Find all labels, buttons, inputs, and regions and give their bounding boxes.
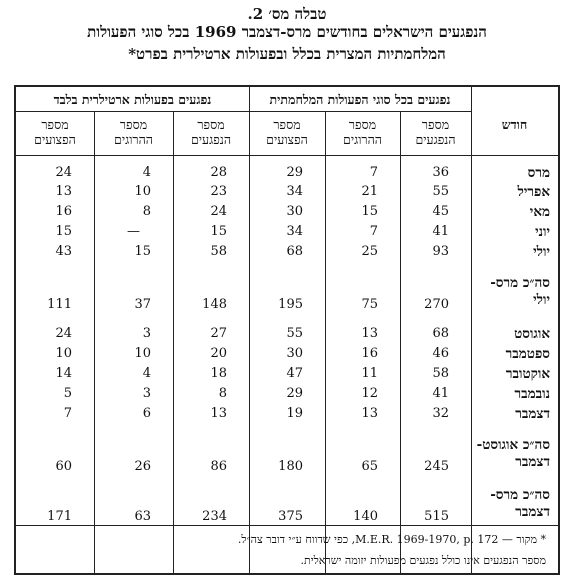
table-cell-value: 34 [286, 224, 303, 239]
month-column-header: חודש [501, 117, 528, 132]
column-rule [400, 111, 401, 573]
table-cell-value: — [127, 224, 140, 239]
table-cell-value: 36 [432, 165, 449, 180]
column-rule [173, 111, 174, 573]
table-cell-value: 27 [210, 326, 227, 341]
table-cell-value: 15 [55, 224, 72, 239]
month-column-rule [471, 87, 472, 573]
table-cell-value: 8 [218, 386, 227, 401]
table-cell-value: 375 [278, 509, 303, 524]
column-header [173, 117, 249, 147]
month-label-line: דצמבר [515, 454, 550, 470]
table-row-month [475, 275, 550, 309]
table-cell-value: 15 [134, 244, 151, 259]
table-row-month [475, 386, 550, 403]
table-cell-value: 86 [210, 459, 227, 474]
table-cell-value: 60 [55, 459, 72, 474]
table-cell-value: 58 [210, 244, 227, 259]
table-row-month [475, 326, 550, 343]
column-header [325, 117, 400, 147]
table-cell-value: 30 [286, 204, 303, 219]
table-title-line-2: המלחמתיות המצרית בכלל ובפעולות ארטילרית בפרט* [128, 45, 446, 63]
table-cell-value: 13 [210, 406, 227, 421]
table-cell-value: 245 [424, 459, 449, 474]
table-cell-value: 34 [286, 184, 303, 199]
table-cell-value: 75 [361, 297, 378, 312]
table-row-month [475, 224, 550, 241]
table-cell-value: 140 [353, 509, 378, 524]
table-cell-value: 25 [361, 244, 378, 259]
table-cell-value: 111 [47, 297, 72, 312]
table-cell-value: 4 [142, 165, 151, 180]
month-label-line: מרס [527, 165, 550, 181]
table-cell-value: 13 [55, 184, 72, 199]
column-header-line: מספר [421, 117, 450, 132]
table-cell-value: 58 [432, 366, 449, 381]
table-cell-value: 13 [361, 326, 378, 341]
table-cell-value: 195 [278, 297, 303, 312]
month-label-line: סה״כ אוגוסט- [476, 437, 550, 453]
table-cell-value: 24 [210, 204, 227, 219]
table-cell-value: 3 [142, 386, 151, 401]
group-header-artillery: נפגעים בפעולות ארטילרית בלבד [53, 92, 212, 107]
column-header-line: הנפגעים [415, 132, 456, 147]
column-header-line: מספר [273, 117, 301, 132]
table-cell-value: 515 [424, 509, 449, 524]
table-cell-value: 29 [286, 165, 303, 180]
table-cell-value: 41 [432, 224, 449, 239]
table-cell-value: 6 [142, 406, 151, 421]
column-header-line: מספר [197, 117, 225, 132]
month-label-line: מאי [529, 204, 550, 220]
table-row-month [475, 204, 550, 221]
column-header-line: ההרוגים [114, 132, 153, 147]
table-row-month [475, 487, 550, 521]
table-cell-value: 24 [55, 326, 72, 341]
table-cell-value: 180 [278, 459, 303, 474]
table-row-month [475, 244, 550, 261]
table-cell-value: 30 [286, 346, 303, 361]
table-cell-value: 5 [63, 386, 72, 401]
table-cell-value: 93 [432, 244, 449, 259]
table-cell-value: 47 [286, 366, 303, 381]
column-header-line: מספר [41, 117, 69, 132]
table-cell-value: 63 [134, 509, 151, 524]
table-cell-value: 16 [55, 204, 72, 219]
month-label-line: סה״כ מרס- [490, 487, 550, 503]
column-header [16, 117, 94, 147]
table-cell-value: 43 [55, 244, 72, 259]
column-header-line: הפצועים [266, 132, 308, 147]
table-cell-value: 37 [134, 297, 151, 312]
column-rule [325, 111, 326, 573]
group-header-all-operations: נפגעים בכל סוגי הפעולות המלחמתית [269, 92, 451, 107]
table-cell-value: 3 [142, 326, 151, 341]
column-header [400, 117, 471, 147]
table-cell-value: 13 [361, 406, 378, 421]
month-label-line: סה״כ מרס- [490, 275, 550, 291]
table-cell-value: 45 [432, 204, 449, 219]
month-label-line: יולי [533, 244, 550, 260]
table-cell-value: 68 [432, 326, 449, 341]
column-header-line: מספר [348, 117, 377, 132]
table-cell-value: 10 [55, 346, 72, 361]
column-header-line: הנפגעים [190, 132, 232, 147]
table-cell-value: 18 [210, 366, 227, 381]
table-cell-value: 55 [286, 326, 303, 341]
group-header-rule [16, 111, 471, 112]
table-cell-value: 10 [134, 346, 151, 361]
footnote-source: * מקור — M.E.R. 1969-1970, p. 172, כפי שדווח ע״י דובר צה״ל. [237, 533, 546, 546]
table-cell-value: 24 [55, 165, 72, 180]
month-label-line: דצמבר [515, 504, 550, 520]
table-row-month [475, 406, 550, 423]
table-row-month [475, 165, 550, 182]
table-cell-value: 171 [47, 509, 72, 524]
table-cell-value: 23 [210, 184, 227, 199]
month-label-line: יולי [533, 292, 550, 308]
table-cell-value: 11 [361, 366, 378, 381]
header-rule [16, 155, 558, 156]
table-cell-value: 29 [286, 386, 303, 401]
month-label-line: אפריל [517, 184, 550, 200]
table-cell-value: 234 [202, 509, 227, 524]
table-cell-value: 15 [210, 224, 227, 239]
table-cell-value: 26 [134, 459, 151, 474]
table-cell-value: 7 [369, 165, 378, 180]
table-cell-value: 16 [361, 346, 378, 361]
table-cell-value: 148 [202, 297, 227, 312]
month-label-line: אוקטובר [505, 366, 550, 382]
table-cell-value: 4 [142, 366, 151, 381]
data-table [14, 85, 560, 575]
table-cell-value: 41 [432, 386, 449, 401]
table-cell-value: 19 [286, 406, 303, 421]
table-cell-value: 7 [369, 224, 378, 239]
table-title-line-1: הנפגעים הישראלים בחודשים מרס-דצמבר 1969 בכל סוגי הפעולות [87, 23, 487, 41]
table-row-month [475, 346, 550, 363]
column-header-line: ההרוגים [343, 132, 382, 147]
table-cell-value: 68 [286, 244, 303, 259]
footnote-scope: מספר הנפגעים אינו כולל נפגעים מפעולות יזומה ישראלית. [300, 554, 546, 567]
column-rule [94, 111, 95, 573]
table-cell-value: 21 [361, 184, 378, 199]
table-number: טבלה מס׳ 2. [247, 5, 327, 23]
table-cell-value: 270 [424, 297, 449, 312]
column-header [94, 117, 173, 147]
column-header [249, 117, 325, 147]
month-label-line: דצמבר [515, 406, 550, 422]
table-cell-value: 14 [55, 366, 72, 381]
table-cell-value: 20 [210, 346, 227, 361]
footnote-rule [16, 525, 558, 526]
month-label-line: אוגוסט [514, 326, 550, 342]
table-cell-value: 7 [63, 406, 72, 421]
table-cell-value: 55 [432, 184, 449, 199]
table-cell-value: 46 [432, 346, 449, 361]
table-row-month [475, 184, 550, 201]
table-cell-value: 65 [361, 459, 378, 474]
table-cell-value: 12 [361, 386, 378, 401]
table-cell-value: 32 [432, 406, 449, 421]
table-row-month [475, 437, 550, 471]
table-cell-value: 15 [361, 204, 378, 219]
month-label-line: ספטמבר [505, 346, 550, 362]
column-header-line: הפצועים [34, 132, 76, 147]
table-cell-value: 8 [142, 204, 151, 219]
table-cell-value: 10 [134, 184, 151, 199]
month-label-line: נובמבר [514, 386, 550, 402]
table-cell-value: 28 [210, 165, 227, 180]
table-row-month [475, 366, 550, 383]
column-header-line: מספר [119, 117, 148, 132]
month-label-line: יוני [535, 224, 550, 240]
